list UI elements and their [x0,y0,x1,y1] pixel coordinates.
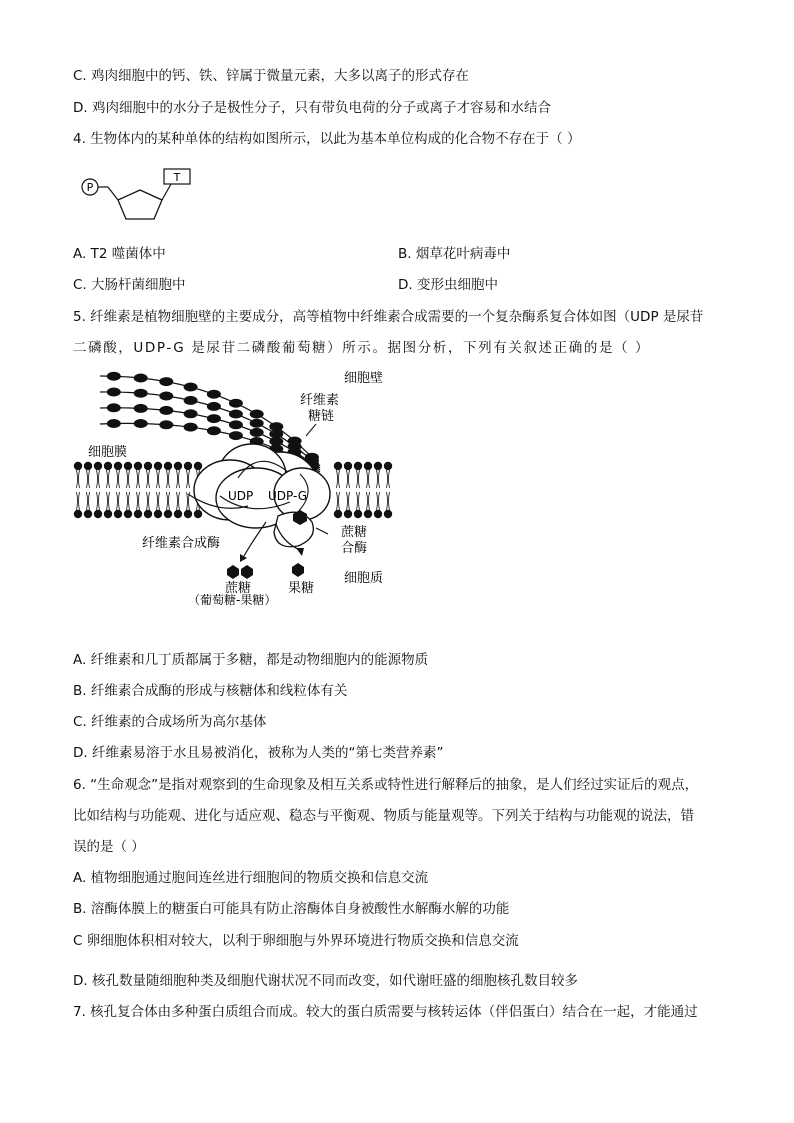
lipid-head [384,510,392,518]
lipid-head [184,462,192,470]
glucose-bead [107,419,121,428]
cellulose-synthase-figure [70,366,400,606]
lipid-tail [87,470,90,488]
sucrose-synthase-label-1: 蔗糖 [341,525,368,540]
q5-option-b: B. 纤维素合成酶的形成与核糖体和线粒体有关 [73,683,348,699]
lipid-head [164,462,172,470]
glucose-bead [134,389,148,398]
glucose-bead [229,420,243,429]
lipid-tail [377,470,380,488]
lipid-head [114,462,122,470]
q5-option-a: A. 纤维素和几丁质都属于多糖，都是动物细胞内的能源物质 [73,652,429,668]
lipid-head [124,510,132,518]
sucrose-synthase-label-2: 合酶 [341,541,368,556]
glucose-bead [134,419,148,428]
lipid-tail [157,470,160,488]
q5-option-c: C. 纤维素的合成场所为高尔基体 [73,714,267,730]
lipid-head [124,462,132,470]
lipid-tail [387,492,390,510]
cell-membrane-label: 细胞膜 [88,445,128,460]
lipid-head [174,510,182,518]
lipid-tail [177,492,180,510]
glucose-bead [250,419,264,428]
lipid-tail [157,492,160,510]
lipid-tail [97,492,100,510]
q6-stem-line-2: 比如结构与功能观、进化与适应观、稳态与平衡观、物质与能量观等。下列关于结构与功能观的说法，错 [73,808,694,824]
q4-option-b: B. 烟草花叶病毒中 [398,246,511,262]
glucose-bead [107,388,121,397]
lipid-head [334,510,342,518]
lipid-head [154,510,162,518]
lipid-tail [107,470,110,488]
lipid-tail [367,492,370,510]
q5-stem-line-1: 5. 纤维素是植物细胞壁的主要成分，高等植物中纤维素合成需要的一个复杂酶系复合体如图（UDP 是尿苷 [73,309,704,325]
q4-option-d: D. 变形虫细胞中 [398,277,498,293]
lipid-tail [367,470,370,488]
lipid-head [134,510,142,518]
lipid-tail [347,492,350,510]
q4-option-a: A. T2 噬菌体中 [73,246,166,262]
q5-stem-line-2: 二磷酸，UDP-G 是尿苷二磷酸葡萄糖）所示。据图分析，下列有关叙述正确的是（ ） [73,340,651,356]
lipid-head [84,462,92,470]
lipid-tail [357,470,360,488]
glucose-bead [207,414,221,423]
fructose-molecule [292,563,304,577]
lipid-tail [357,492,360,510]
lipid-tail [337,470,340,488]
lipid-head [144,510,152,518]
udp-label: UDP [228,489,254,503]
lipid-head [94,462,102,470]
q4-option-c: C. 大肠杆菌细胞中 [73,277,186,293]
glucose-bead [184,396,198,405]
phosphate-label: P [86,181,94,194]
lipid-tail [177,470,180,488]
lipid-tail [377,492,380,510]
glucose-bead [107,372,121,381]
glucose-bead [159,406,173,415]
glucose-bead [207,426,221,435]
q3-option-c: C. 鸡肉细胞中的钙、铁、锌属于微量元素，大多以离子的形式存在 [73,68,470,84]
pentose-ring [118,190,162,219]
lipid-tail [337,492,340,510]
sucrose-label: 蔗糖 [225,581,252,596]
lipid-tail [97,470,100,488]
lipid-head [384,462,392,470]
lipid-head [144,462,152,470]
q6-stem-line-1: 6. “生命观念”是指对观察到的生命现象及相互关系或特性进行解释后的抽象，是人们经过实证后的观点， [73,777,699,793]
lipid-tail [127,470,130,488]
glucose-bead [159,392,173,401]
udpg-label: UDP-G [268,489,308,503]
lipid-tail [387,470,390,488]
cellulose-chain-label-1: 纤维素 [300,393,340,408]
lipid-head [364,462,372,470]
lipid-head [184,510,192,518]
lipid-head [134,462,142,470]
cytoplasm-label: 细胞质 [344,571,384,586]
glucose-bead [134,404,148,413]
sucrose-note-label: （葡萄糖-果糖） [188,593,277,606]
glucose-bead [184,423,198,432]
lipid-head [354,462,362,470]
lipid-head [354,510,362,518]
lipid-head [344,462,352,470]
lipid-tail [187,470,190,488]
nucleotide-figure [78,164,198,226]
lipid-head [104,510,112,518]
glucose-bead [184,383,198,392]
cell-wall-label: 细胞壁 [344,371,384,386]
q5-option-d: D. 纤维素易溶于水且易被消化，被称为人类的“第七类营养素” [73,745,444,761]
lipid-head [164,510,172,518]
lipid-tail [117,470,120,488]
lipid-head [74,462,82,470]
lipid-head [194,510,202,518]
q7-stem-line-1: 7. 核孔复合体由多种蛋白质组合而成。较大的蛋白质需要与核转运体（伴侣蛋白）结合在一起，才能通过 [73,1004,698,1020]
lipid-head [334,462,342,470]
q6-option-b: B. 溶酶体膜上的糖蛋白可能具有防止溶酶体自身被酸性水解酶水解的功能 [73,901,510,917]
glucose-bead [229,399,243,408]
glucose-bead [159,377,173,386]
lipid-head [114,510,122,518]
lipid-head [174,462,182,470]
glucose-bead [107,403,121,412]
q3-option-d: D. 鸡肉细胞中的水分子是极性分子，只有带负电荷的分子或离子才容易和水结合 [73,100,551,116]
lipid-head [84,510,92,518]
glucose-bead [207,390,221,399]
cellulose-synthase-label: 纤维素合成酶 [142,536,221,551]
lipid-tail [77,492,80,510]
lipid-head [94,510,102,518]
glucose-bead [159,420,173,429]
lipid-tail [167,492,170,510]
lipid-tail [347,470,350,488]
lipid-tail [167,470,170,488]
lipid-head [374,510,382,518]
glucose-bead [250,410,264,419]
lipid-tail [147,492,150,510]
lipid-tail [87,492,90,510]
lipid-head [154,462,162,470]
sucrose-molecule [227,565,253,579]
glucose-bead [250,428,264,437]
glucose-bead [207,402,221,411]
lipid-head [104,462,112,470]
lipid-head [74,510,82,518]
lipid-tail [77,470,80,488]
q4-stem: 4. 生物体内的某种单体的结构如图所示，以此为基本单位构成的化合物不存在于（ ） [73,131,581,147]
glucose-bead [229,410,243,419]
lipid-tail [147,470,150,488]
lipid-tail [117,492,120,510]
lipid-head [364,510,372,518]
cellulose-chain-label-2: 糖链 [308,409,335,424]
glucose-bead [184,409,198,418]
lipid-head [194,462,202,470]
fructose-label: 果糖 [288,581,315,596]
lipid-tail [137,492,140,510]
q6-stem-line-3: 误的是（ ） [73,839,145,855]
lipid-head [344,510,352,518]
lipid-tail [107,492,110,510]
q6-option-a: A. 植物细胞通过胞间连丝进行细胞间的物质交换和信息交流 [73,870,429,886]
lipid-tail [137,470,140,488]
lipid-tail [127,492,130,510]
lipid-head [374,462,382,470]
glucose-bead [134,374,148,383]
glucose-bead [229,431,243,440]
q6-option-c: C 卵细胞体积相对较大，以利于卵细胞与外界环境进行物质交换和信息交流 [73,933,519,949]
base-label: T [173,171,181,184]
q6-option-d: D. 核孔数量随细胞种类及细胞代谢状况不同而改变，如代谢旺盛的细胞核孔数目较多 [73,973,578,989]
